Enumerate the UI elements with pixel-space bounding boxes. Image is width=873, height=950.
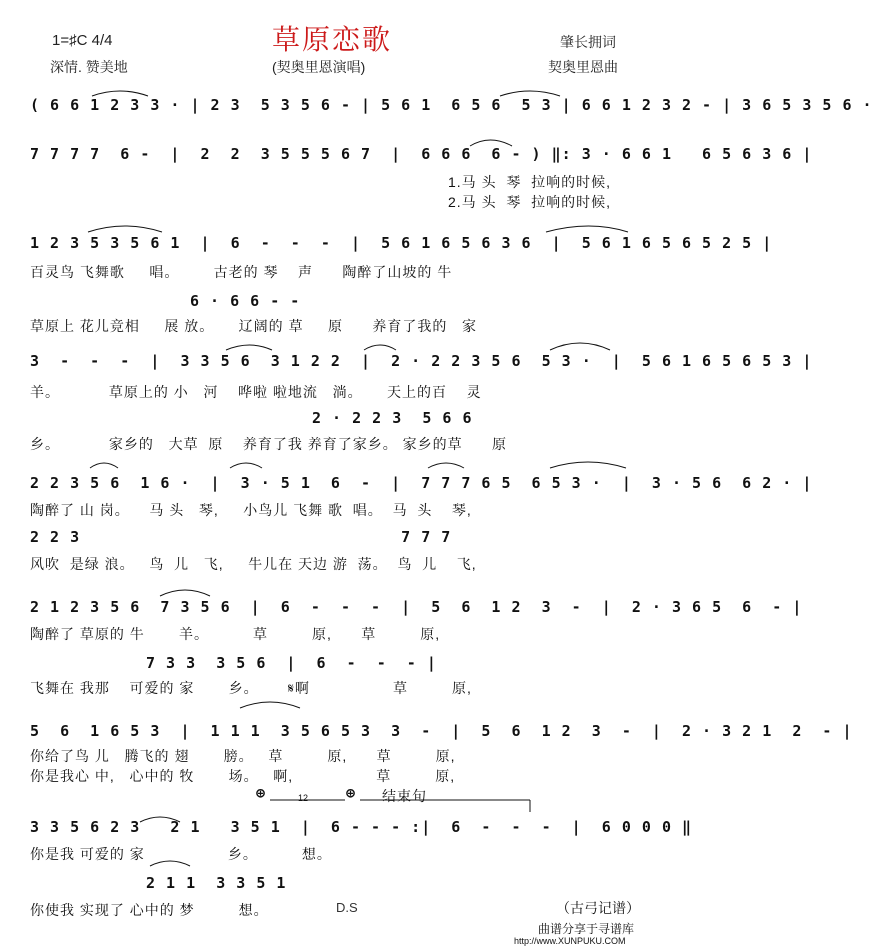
dal-segno: D.S [336,900,358,915]
coda-sign-1: ⊕ [256,784,267,802]
staff-line-2: 7 7 7 7 6 - | 2 2 3 5 5 5 6 7 | 6 6 6 6 - ) ‖: 3 · 6 6 1 6 5 6 3 6 | [30,145,813,163]
staff-line-3: 1 2 3 5 3 5 6 1 | 6 - - - | 5 6 1 6 5 6 3 6 | 5 6 1 6 5 6 5 2 5 | [30,234,773,252]
lyric-line-6: 乡。 家乡的 大草 原 养育了我 养育了家乡。 家乡的草 原 [30,436,508,452]
expression-mark: 深情. 赞美地 [50,59,128,75]
lyric-line-11b: 你是我心 中, 心中的 牧 场。 啊, 草 原, [30,768,456,784]
performer-note: (契奥里恩演唱) [272,59,366,75]
lyric-line-13: 你使我 实现了 心中的 梦 想。 [30,902,269,918]
song-title: 草原恋歌 [272,23,393,56]
staff-line-6: 2 · 2 2 3 5 6 6 [312,409,473,427]
lyric-verse2-intro: 2.马 头 琴 拉响的时候, [448,194,612,210]
lyricist: 肇长拥词 [560,34,616,50]
composer: 契奥里恩曲 [548,59,618,75]
lyric-line-11a: 你给了鸟 儿 腾飞的 翅 膀。 草 原, 草 原, [30,748,456,764]
footer-url: http://www.XUNPUKU.COM [514,936,626,946]
staff-line-12: 3 3 5 6 2 3 2 1 3 5 1 | 6 - - - :| 6 - - - | 6 0 0 0 ‖ [30,818,693,836]
transcriber-credit: （古弓记谱） [556,900,640,916]
staff-line-10: 7 3 3 3 5 6 | 6 - - - | [146,654,437,672]
footer-source: 曲谱分享于寻谱库 [538,922,635,936]
staff-line-9: 2 1 2 3 5 6 7 3 5 6 | 6 - - - | 5 6 1 2 3 - | 2 · 3 6 5 6 - | [30,598,803,616]
lyric-line-10: 飞舞在 我那 可爱的 家 乡。 𝄋啊 草 原, [30,680,472,696]
lyric-line-12: 你是我 可爱的 家 乡。 想。 [30,846,332,862]
staff-line-8: 2 2 3 7 7 7 [30,528,452,546]
lyric-line-4: 草原上 花儿竞相 展 放。 辽阔的 草 原 养育了我的 家 [30,318,478,334]
key-signature: 1=♯C 4/4 [52,32,113,49]
lyric-line-8: 风吹 是绿 浪。 鸟 儿 飞, 牛儿在 天边 游 荡。 鸟 儿 飞, [30,556,477,572]
staff-line-13: 2 1 1 3 3 5 1 [146,874,287,892]
staff-line-11: 5 6 1 6 5 3 | 1 1 1 3 5 6 5 3 3 - | 5 6 1 2 3 - | 2 · 3 2 1 2 - | [30,722,853,740]
staff-line-7: 2 2 3 5 6 1 6 · | 3 · 5 1 6 - | 7 7 7 6 5 6 5 3 · | 3 · 5 6 6 2 · | [30,474,813,492]
lyric-line-9: 陶醉了 草原的 牛 羊。 草 原, 草 原, [30,626,441,642]
staff-line-1: ( 6 6 1 2 3 3 · | 2 3 5 3 5 6 - | 5 6 1 6 5 6 5 3 | 6 6 1 2 3 2 - | 3 6 5 3 5 6 · [30,96,873,114]
coda-sign-2: ⊕ [346,784,357,802]
lyric-line-5: 羊。 草原上的 小 河 哗啦 啦地流 淌。 天上的百 灵 [30,384,482,400]
lyric-verse1-intro: 1.马 头 琴 拉响的时候, [448,174,612,190]
lyric-line-3: 百灵鸟 飞舞歌 唱。 古老的 琴 声 陶醉了山坡的 牛 [30,264,453,280]
lyric-line-7: 陶醉了 山 岗。 马 头 琴, 小鸟儿 飞舞 歌 唱。 马 头 琴, [30,502,472,518]
measure-count: 12 [298,793,309,803]
ending-label: 结束句 [382,788,427,804]
staff-line-5: 3 - - - | 3 3 5 6 3 1 2 2 | 2 · 2 2 3 5 6 5 3 · | 5 6 1 6 5 6 5 3 | [30,352,813,370]
staff-line-4: 6 · 6 6 - - [190,292,301,310]
